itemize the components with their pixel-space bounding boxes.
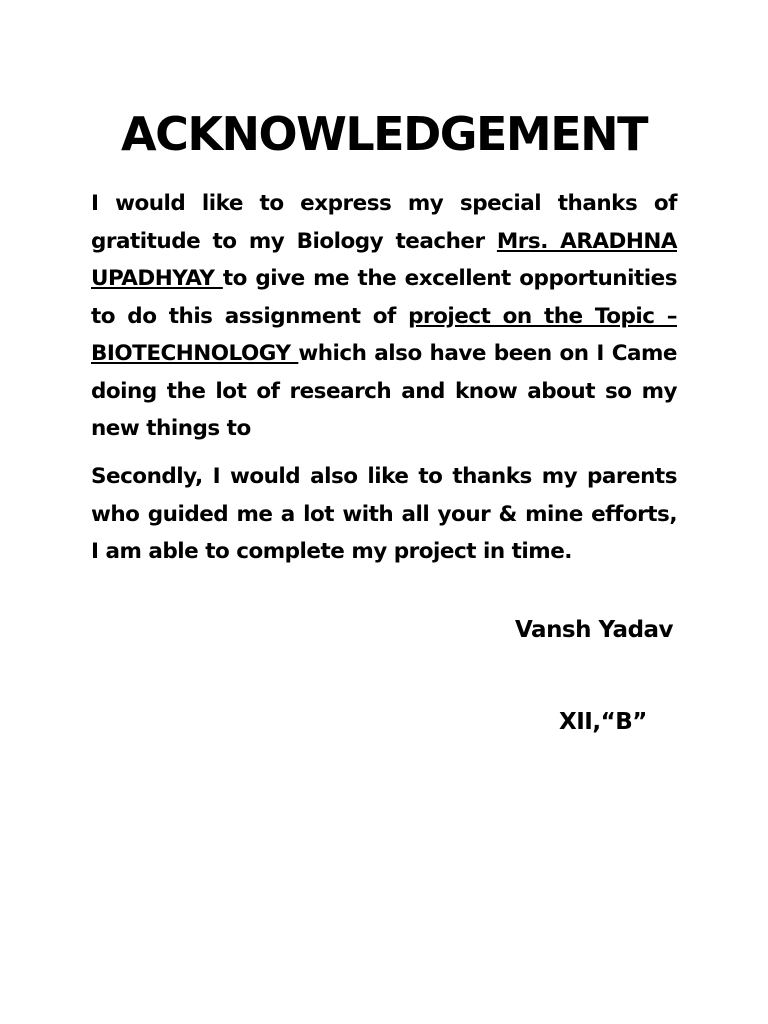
teacher-name: Mrs. ARADHNA UPADHYAY [91, 228, 677, 291]
paragraph-rest-text: which also have been on I Came doing the lot of research and know about so my new things to [91, 341, 677, 441]
page-title: ACKNOWLEDGEMENT [120, 107, 648, 161]
signature-class: XII,“B” [559, 709, 647, 735]
thanks-parents-paragraph: Secondly, I would also like to thanks my parents who guided me a lot with all your & mine efforts, I am able to complete my project in time. [91, 464, 677, 564]
paragraph-middle-text: to give me the excellent opportunities to do this assignment of [91, 266, 677, 329]
signature-name: Vansh Yadav [515, 617, 674, 643]
acknowledgement-paragraph [91, 185, 677, 448]
paragraph-intro-text: I would like to express my special thanks of gratitude to my Biology teacher [91, 191, 677, 254]
project-topic: project on the Topic – BIOTECHNOLOGY [91, 303, 678, 366]
